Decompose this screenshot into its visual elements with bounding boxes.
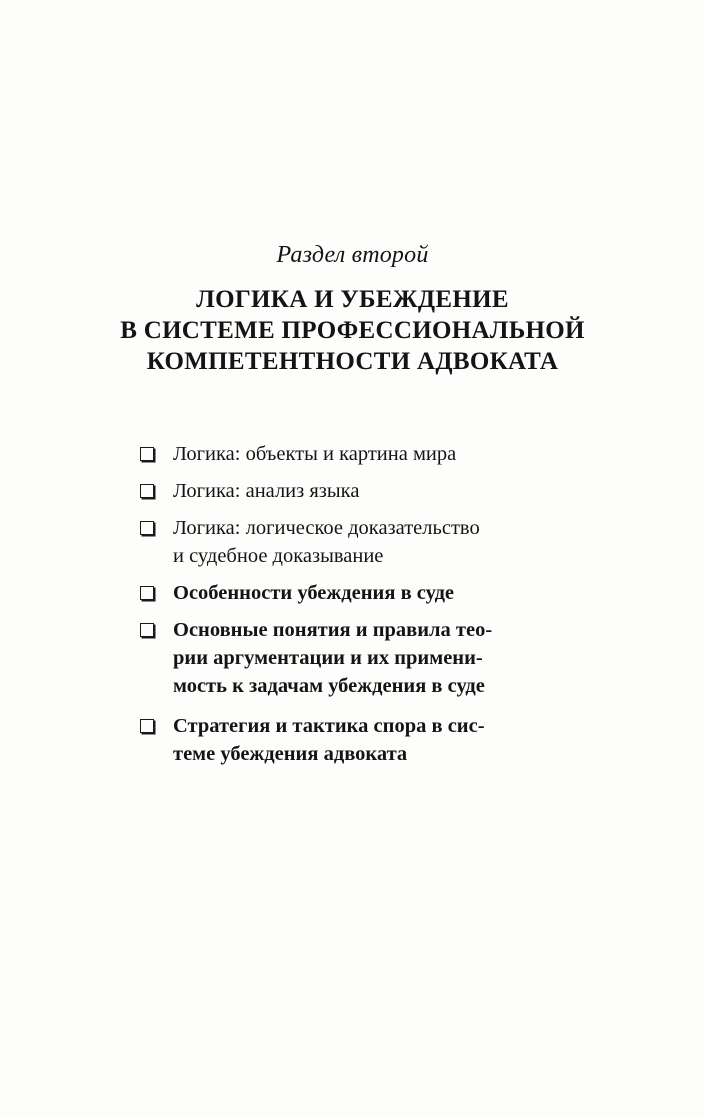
checkbox-icon xyxy=(140,586,154,600)
contents-item-text xyxy=(173,477,568,505)
contents-item-line: теме убеждения адвоката xyxy=(173,743,408,765)
contents-item xyxy=(138,440,568,468)
contents-item-text xyxy=(173,579,568,607)
contents-item-line: мость к задачам убеждения в суде xyxy=(173,675,485,697)
contents-item-line: Основные понятия и правила тео- xyxy=(173,619,493,641)
contents-item-line: Стратегия и тактика спора в сис- xyxy=(173,715,485,737)
contents-item xyxy=(138,514,568,570)
contents-item-text xyxy=(173,712,568,768)
contents-item-text xyxy=(173,514,568,570)
checkbox-icon xyxy=(140,447,154,461)
contents-item xyxy=(138,616,568,700)
contents-item-line: Логика: логическое доказательство xyxy=(173,517,480,539)
checkbox-icon xyxy=(140,484,154,498)
contents-item-line: рии аргументации и их примени- xyxy=(173,647,483,669)
contents-item xyxy=(138,477,568,505)
contents-list xyxy=(138,440,568,777)
checkbox-icon xyxy=(140,719,154,733)
checkbox-icon xyxy=(140,521,154,535)
contents-item-line: и судебное доказывание xyxy=(173,545,384,567)
contents-item xyxy=(138,579,568,607)
contents-item-line: Особенности убеждения в суде xyxy=(173,582,455,604)
section-title-line: КОМПЕТЕНТНОСТИ АДВОКАТА xyxy=(146,348,559,375)
section-title-line: В СИСТЕМЕ ПРОФЕССИОНАЛЬНОЙ xyxy=(120,317,585,344)
checkbox-icon xyxy=(140,623,154,637)
contents-item-line: Логика: объекты и картина мира xyxy=(173,443,457,465)
section-title xyxy=(0,284,705,377)
contents-item-line: Логика: анализ языка xyxy=(173,480,360,502)
section-label: Раздел второй xyxy=(276,242,429,268)
contents-item-text xyxy=(173,616,568,700)
contents-item-text xyxy=(173,440,568,468)
section-title-line: ЛОГИКА И УБЕЖДЕНИЕ xyxy=(196,286,509,313)
contents-item xyxy=(138,712,568,768)
